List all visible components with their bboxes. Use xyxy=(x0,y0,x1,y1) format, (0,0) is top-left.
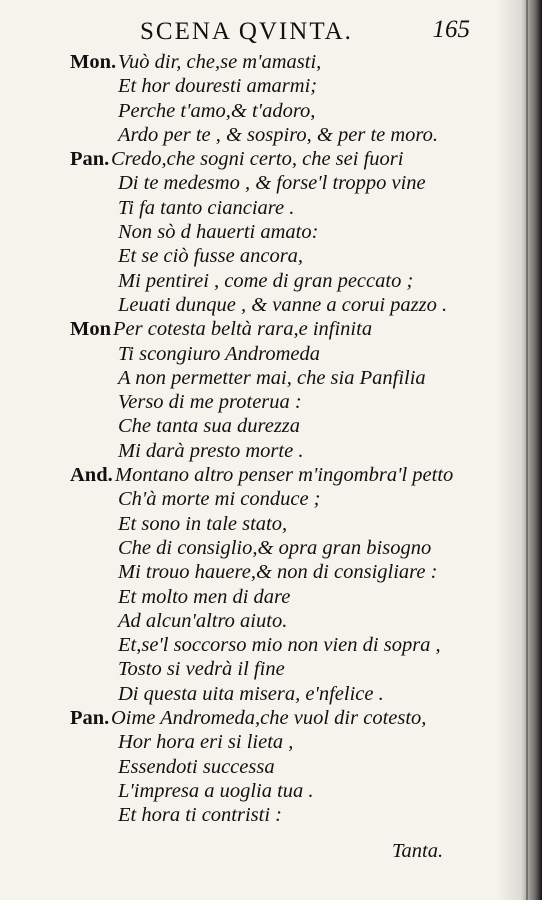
verse-text-line: Vuò dir, che,se m'amasti, xyxy=(118,51,322,73)
verse-text-line: Mi trouo hauere,& non di consigliare : xyxy=(118,561,438,584)
verse-line xyxy=(0,633,542,657)
verse-text-line: Di questa uita misera, e'nfelice . xyxy=(118,682,384,705)
speaker-label: And. xyxy=(70,464,113,487)
verse-text-line: Mi darà presto morte . xyxy=(118,439,304,462)
verse-line xyxy=(0,317,542,341)
verse-line xyxy=(0,366,542,390)
verse-text-line: Et,se'l soccorso mio non vien di sopra , xyxy=(118,634,441,657)
verse-line xyxy=(0,779,542,803)
verse-line xyxy=(0,439,542,463)
verse-text-line: Ch'à morte mi conduce ; xyxy=(118,488,321,511)
verse-text-line: Essendoti successa xyxy=(118,755,275,778)
verse-text-line: Et hor douresti amarmi; xyxy=(118,75,318,98)
verse-line xyxy=(0,706,542,730)
running-head: SCENA QVINTA. xyxy=(140,18,353,45)
speaker-label: Pan. xyxy=(70,148,110,171)
verse-line xyxy=(0,342,542,366)
speaker-label: Pan. xyxy=(70,707,110,730)
verse-text-line: Mi pentirei , come di gran peccato ; xyxy=(118,269,414,292)
verse-line xyxy=(0,50,542,74)
verse-text-line: Et molto men di dare xyxy=(118,585,291,608)
verse-line xyxy=(0,99,542,123)
verse-text-line: A non permetter mai, che sia Panfilia xyxy=(118,366,426,389)
verse-line xyxy=(0,657,542,681)
page-header xyxy=(140,18,470,54)
verse-line xyxy=(0,682,542,706)
verse-line xyxy=(0,755,542,779)
verse-text-line: Perche t'amo,& t'adoro, xyxy=(118,99,316,122)
verse-text-line: Verso di me proterua : xyxy=(118,391,302,414)
verse-line xyxy=(0,196,542,220)
verse-line xyxy=(0,220,542,244)
verse-line xyxy=(0,171,542,195)
verse-line xyxy=(0,536,542,560)
verse-text-line: Tosto si vedrà il fine xyxy=(118,658,285,681)
verse-text-line: Di te medesmo , & forse'l troppo vine xyxy=(118,172,426,195)
verse-text-line: Che di consiglio,& opra gran bisogno xyxy=(118,536,432,559)
verse-text-line: Oime Andromeda,che vuol dir cotesto, xyxy=(111,707,427,730)
verse-line xyxy=(0,244,542,268)
verse-line xyxy=(0,560,542,584)
verse-line xyxy=(0,803,542,827)
verse-text-line: Credo,che sogni certo, che sei fuori xyxy=(111,148,404,171)
verse-line xyxy=(0,390,542,414)
verse-text-line: Et sono in tale stato, xyxy=(118,512,288,535)
verse-text-line: Montano altro penser m'ingombra'l petto xyxy=(115,464,454,487)
verse-text-line: Per cotesta beltà rara,e infinita xyxy=(113,318,373,341)
page-number: 165 xyxy=(432,16,470,43)
verse-text xyxy=(0,50,542,828)
verse-text-line: Leuati dunque , & vanne a corui pazzo . xyxy=(118,293,448,316)
binding-shadow xyxy=(496,0,542,900)
verse-line xyxy=(0,512,542,536)
verse-text-line: L'impresa a uoglia tua . xyxy=(118,779,314,802)
verse-line xyxy=(0,293,542,317)
verse-line xyxy=(0,609,542,633)
catchword: Tanta. xyxy=(392,840,444,862)
verse-line xyxy=(0,74,542,98)
verse-line xyxy=(0,269,542,293)
verse-text-line: Che tanta sua durezza xyxy=(118,415,301,438)
verse-text-line: Ti fa tanto cianciare . xyxy=(118,196,295,219)
verse-line xyxy=(0,123,542,147)
verse-text-line: Non sò d hauerti amato: xyxy=(118,221,319,244)
verse-text-line: Hor hora eri si lieta , xyxy=(118,731,294,754)
speaker-label: Mon xyxy=(70,318,111,341)
verse-line xyxy=(0,585,542,609)
verse-text-line: Et hora ti contristi : xyxy=(118,804,282,827)
verse-text-line: Et se ciò fusse ancora, xyxy=(118,245,304,268)
verse-text-line: Ardo per te , & sospiro, & per te moro. xyxy=(118,123,439,146)
verse-line xyxy=(0,730,542,754)
verse-line xyxy=(0,463,542,487)
verse-text-line: Ti scongiuro Andromeda xyxy=(118,342,320,365)
verse-text-line: Ad alcun'altro aiuto. xyxy=(118,609,288,632)
speaker-label: Mon. xyxy=(70,51,117,73)
verse-line xyxy=(0,487,542,511)
verse-line xyxy=(0,147,542,171)
verse-line xyxy=(0,414,542,438)
